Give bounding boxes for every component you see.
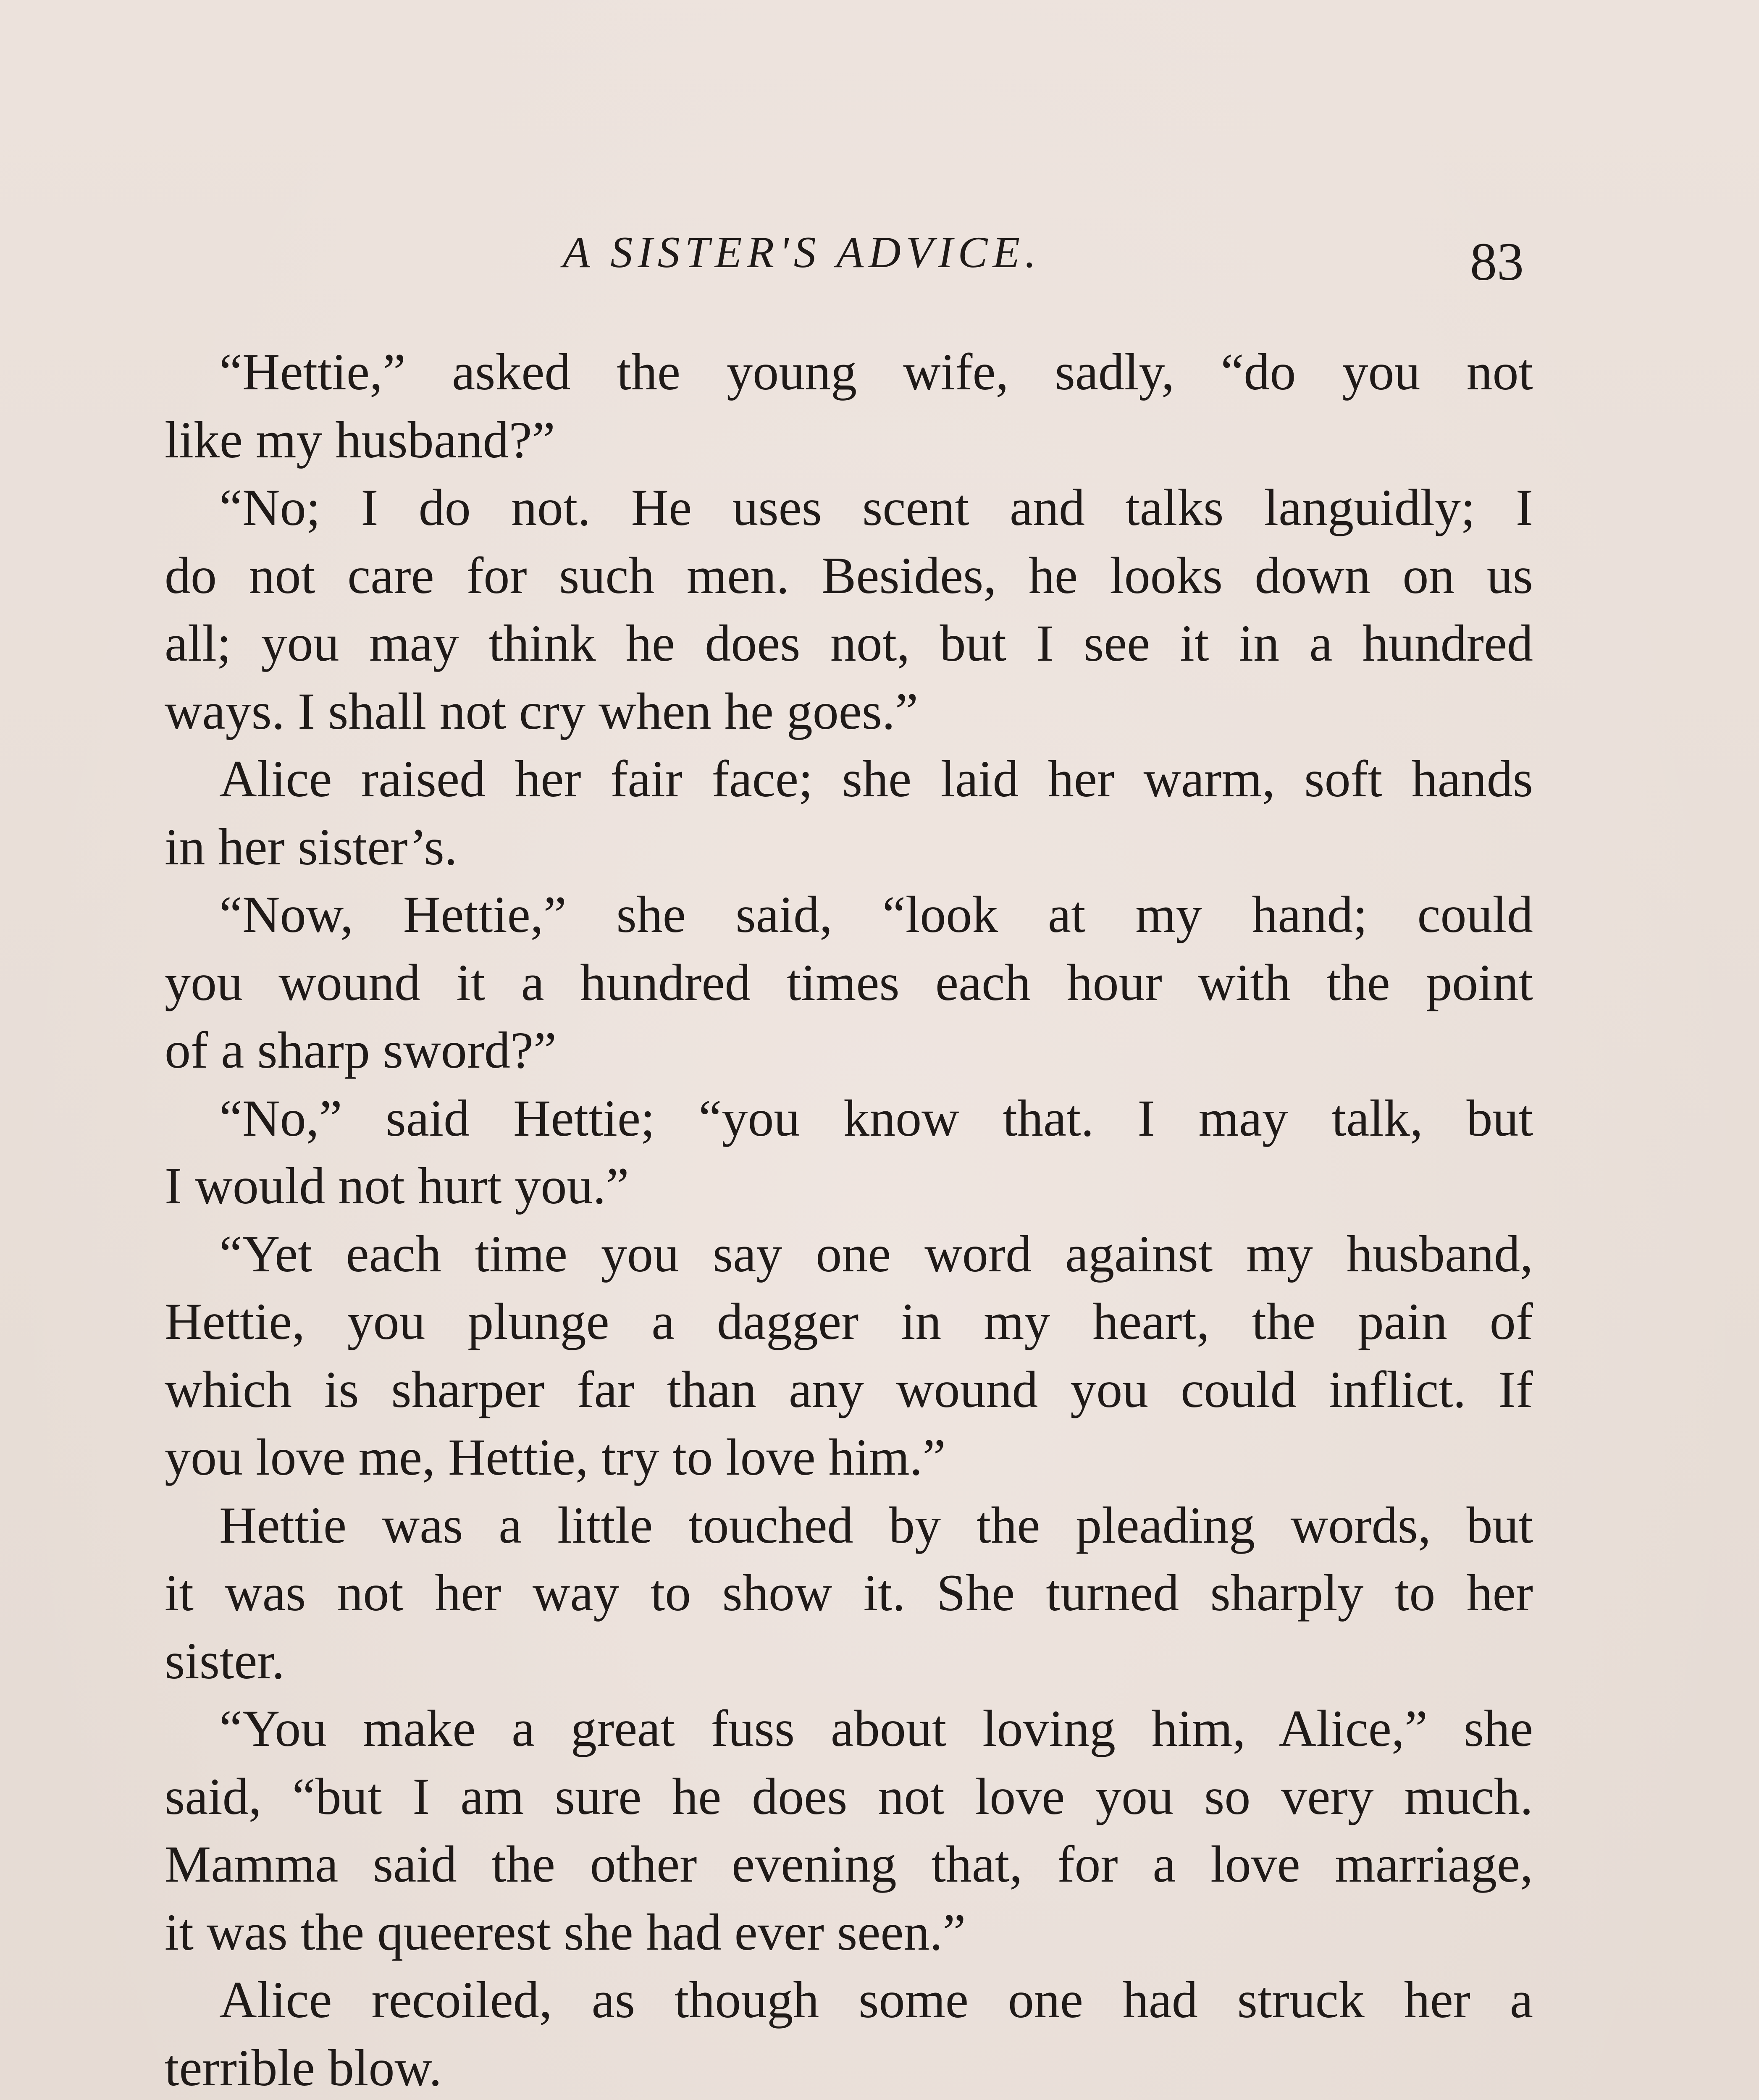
- body-text: [165, 338, 1533, 2100]
- text-line: “Hettie,” asked the young wife, sadly, “do you not: [219, 343, 1533, 401]
- text-line: “No; I do not. He uses scent and talks languidly; I: [219, 479, 1533, 536]
- text-line: Alice recoiled, as though some one had struck her a: [219, 1971, 1533, 2029]
- page-number: 83: [1470, 232, 1524, 291]
- text-line: you wound it a hundred times each hour with the point: [165, 953, 1533, 1011]
- text-line: terrible blow.: [165, 2039, 442, 2097]
- text-line: like my husband?”: [165, 411, 555, 469]
- text-line: Mamma said the other evening that, for a love marriage,: [165, 1835, 1533, 1893]
- text-line: it was not her way to show it. She turned sharply to her: [165, 1564, 1533, 1622]
- text-line: sister.: [165, 1632, 285, 1690]
- text-line: “You make a great fuss about loving him, Alice,” she: [219, 1700, 1533, 1757]
- text-line: all; you may think he does not, but I see it in a hundred: [165, 614, 1533, 672]
- text-line: it was the queerest she had ever seen.”: [165, 1903, 966, 1961]
- text-line: Hettie was a little touched by the pleading words, but: [219, 1496, 1533, 1554]
- text-line: “Yet each time you say one word against my husband,: [219, 1225, 1533, 1283]
- text-line: Hettie, you plunge a dagger in my heart, the pain of: [165, 1293, 1533, 1350]
- text-line: I would not hurt you.”: [165, 1157, 629, 1215]
- text-line: which is sharper far than any wound you could inflict. If: [165, 1360, 1533, 1418]
- text-line: in her sister’s.: [165, 818, 457, 876]
- text-line: said, “but I am sure he does not love you so very much.: [165, 1767, 1533, 1825]
- text-line: do not care for such men. Besides, he looks down on us: [165, 546, 1533, 604]
- text-line: “Now, Hettie,” she said, “look at my hand; could: [219, 886, 1533, 943]
- text-line: of a sharp sword?”: [165, 1021, 557, 1079]
- text-line: “No,” said Hettie; “you know that. I may talk, but: [219, 1089, 1533, 1147]
- running-title: A SISTER'S ADVICE.: [563, 228, 1041, 277]
- text-line: you love me, Hettie, try to love him.”: [165, 1428, 946, 1486]
- running-head: [0, 218, 1759, 291]
- text-line: ways. I shall not cry when he goes.”: [165, 682, 919, 740]
- text-line: Alice raised her fair face; she laid her warm, soft hands: [219, 750, 1533, 808]
